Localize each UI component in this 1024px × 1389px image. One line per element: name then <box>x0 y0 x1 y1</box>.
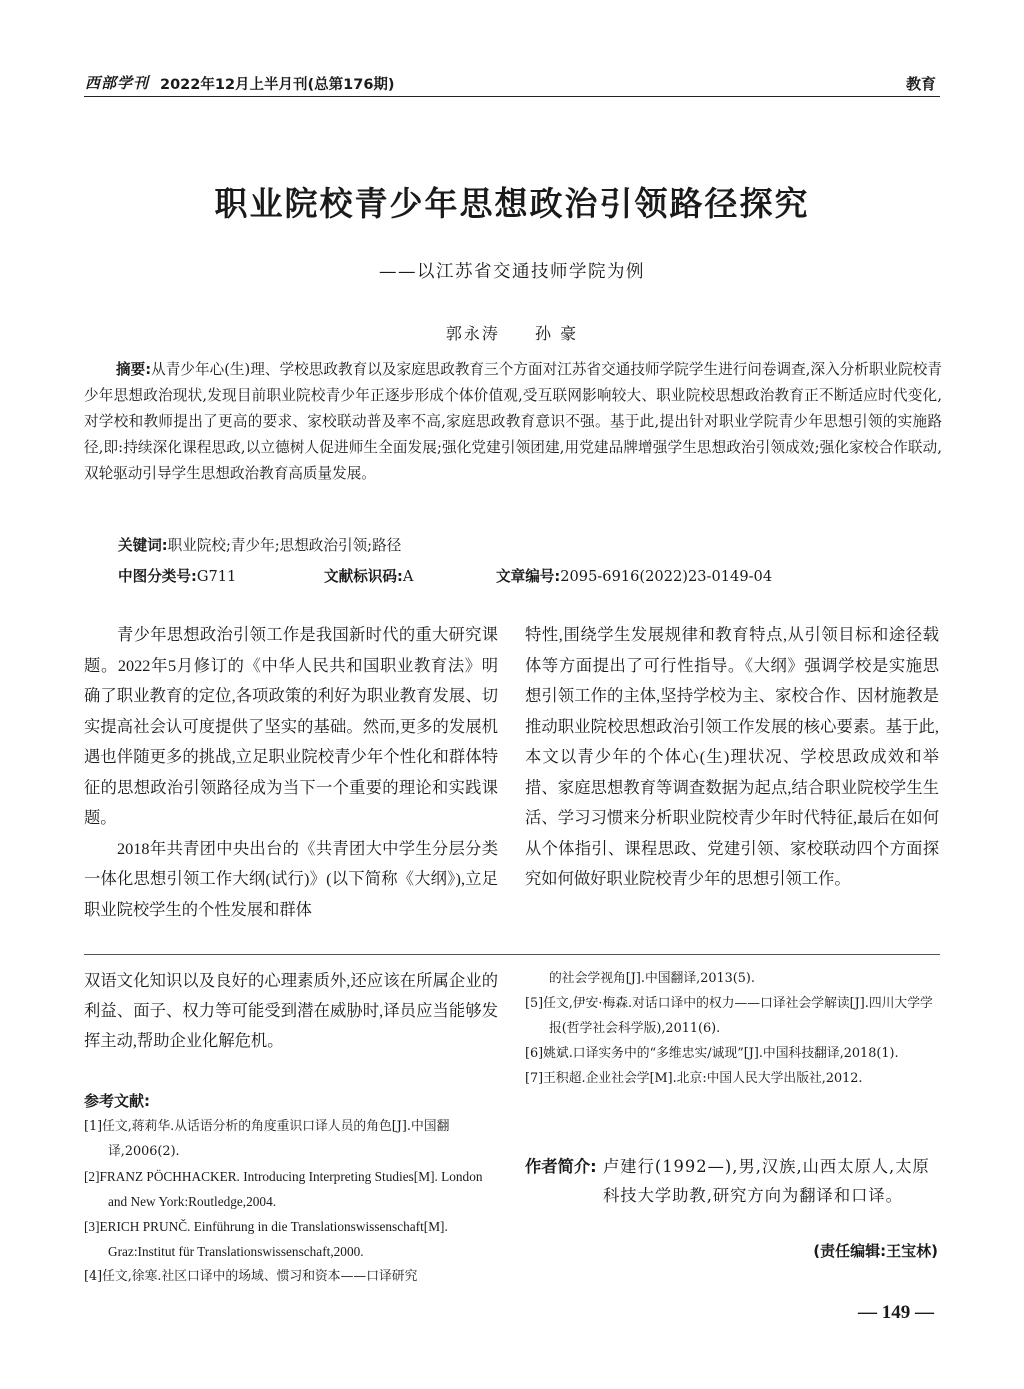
author-bio <box>525 1152 939 1205</box>
previous-article-text: 双语文化知识以及良好的心理素质外,还应该在所属企业的利益、面子、权力等可能受到潜在威胁时,译员应当能够发挥主动,帮助企业化解危机。 <box>84 971 498 1050</box>
abstract-label: 摘要: <box>116 361 152 378</box>
body-column-right <box>525 620 939 895</box>
reference-item: [4]任文,徐寒.社区口译中的场域、惯习和资本——口译研究 <box>84 1269 418 1284</box>
reference-list-left <box>84 1114 498 1289</box>
author-bio-label: 作者简介: <box>525 1157 597 1176</box>
article-no-label: 文章编号: <box>496 568 561 585</box>
abstract <box>84 357 942 487</box>
reference-item: [1]任文,蒋莉华.从话语分析的角度重识口译人员的角色[J].中国翻译,2006(2). <box>84 1119 450 1159</box>
doc-code-value: A <box>402 568 414 585</box>
author-name: 孙 豪 <box>535 324 579 343</box>
page-number: — 149 — <box>858 1302 934 1323</box>
keywords <box>118 533 401 559</box>
responsible-editor: (责任编辑:王宝林) <box>813 1242 938 1260</box>
journal-logo: 西部学刊 <box>85 74 150 92</box>
body-paragraph: 2018年共青团中央出台的《共青团大中学生分层分类一体化思想引领工作大纲(试行)》(以下简称《大纲》),立足职业院校学生的个性发展和群体 <box>84 838 498 919</box>
header-rule <box>84 96 940 97</box>
article-subtitle: ——以江苏省交通技师学院为例 <box>379 262 645 282</box>
reference-item: [7]王积超.企业社会学[M].北京:中国人民大学出版社,2012. <box>525 1071 863 1086</box>
reference-item: [3]ERICH PRUNČ. Einführung in die Translationswissenschaft[M]. Graz:Institut für Translationswissenschaft,2000. <box>84 1219 448 1259</box>
reference-item: [6]姚斌.口译实务中的“多维忠实/诚现”[J].中国科技翻译,2018(1). <box>525 1046 899 1061</box>
clc-label: 中图分类号: <box>118 568 197 585</box>
references-heading: 参考文献: <box>84 1092 150 1110</box>
author-bio-text: 卢建行(1992—),男,汉族,山西太原人,太原科技大学助教,研究方向为翻译和口译。 <box>603 1157 930 1205</box>
clc-value: G711 <box>196 568 237 585</box>
doc-code-label: 文献标识码: <box>324 568 403 585</box>
article-no-value: 2095-6916(2022)23-0149-04 <box>560 568 773 585</box>
reference-item: [5]任文,伊安·梅森.对话口译中的权力——口译社会学解读[J].四川大学学报(哲学社会科学版),2011(6). <box>525 996 933 1036</box>
keywords-text: 职业院校;青少年;思想政治引领;路径 <box>167 537 402 554</box>
journal-issue: 2022年12月上半月刊(总第176期) <box>160 77 395 93</box>
body-column-left <box>84 620 498 925</box>
keywords-label: 关键词: <box>118 537 168 554</box>
article-title: 职业院校青少年思想政治引领路径探究 <box>214 184 810 223</box>
section-label: 教育 <box>905 75 936 93</box>
section-divider <box>84 954 940 955</box>
author-name: 郭永涛 <box>445 324 500 343</box>
reference-item: 的社会学视角[J].中国翻译,2013(5). <box>549 971 755 986</box>
body-paragraph: 青少年思想政治引领工作是我国新时代的重大研究课题。2022年5月修订的《中华人民共和国职业教育法》明确了职业教育的定位,各项政策的利好为职业教育发展、切实提高社会认可度提供了坚实的基础。然而,更多的发展机遇也伴随更多的挑战,立足职业院校青少年个性化和群体特征的思想政治引领路径成为当下一个重要的理论和实践课题。 <box>84 625 498 827</box>
abstract-text: 从青少年心(生)理、学校思政教育以及家庭思政教育三个方面对江苏省交通技师学院学生进行问卷调查,深入分析职业院校青少年思想政治现状,发现目前职业院校青少年正逐步形成个体价值观,受互联网影响较大、职业院校思想政治教育正不断适应时代变化,对学校和教师提出了更高的要求、家校联动普及率不高,家庭思政教育意识不强。基于此,提出针对职业学院青少年思想引领的实施路径,即:持续深化课程思政,以立德树人促进师生全面发展;强化党建引领团建,用党建品牌增强学生思想政治引领成效;强化家校合作联动,双轮驱动引导学生思想政治教育高质量发展。 <box>84 361 942 482</box>
reference-item: [2]FRANZ PÖCHHACKER. Introducing Interpreting Studies[M]. London and New York:Routledge,2004. <box>84 1169 483 1209</box>
body-paragraph: 特性,围绕学生发展规律和教育特点,从引领目标和途径载体等方面提出了可行性指导。《大纲》强调学校是实施思想引领工作的主体,坚持学校为主、家校合作、因材施教是推动职业院校思想政治引领工作发展的核心要素。基于此,本文以青少年的个体心(生)理状况、学校思政成效和举措、家庭思想教育等调查数据为起点,结合职业院校学生生活、学习习惯来分析职业院校青少年时代特征,最后在如何从个体指引、课程思政、党建引领、家校联动四个方面探究如何做好职业院校青少年的思想引领工作。 <box>525 625 939 888</box>
reference-list-right <box>525 966 939 1091</box>
author-list <box>0 321 1024 344</box>
